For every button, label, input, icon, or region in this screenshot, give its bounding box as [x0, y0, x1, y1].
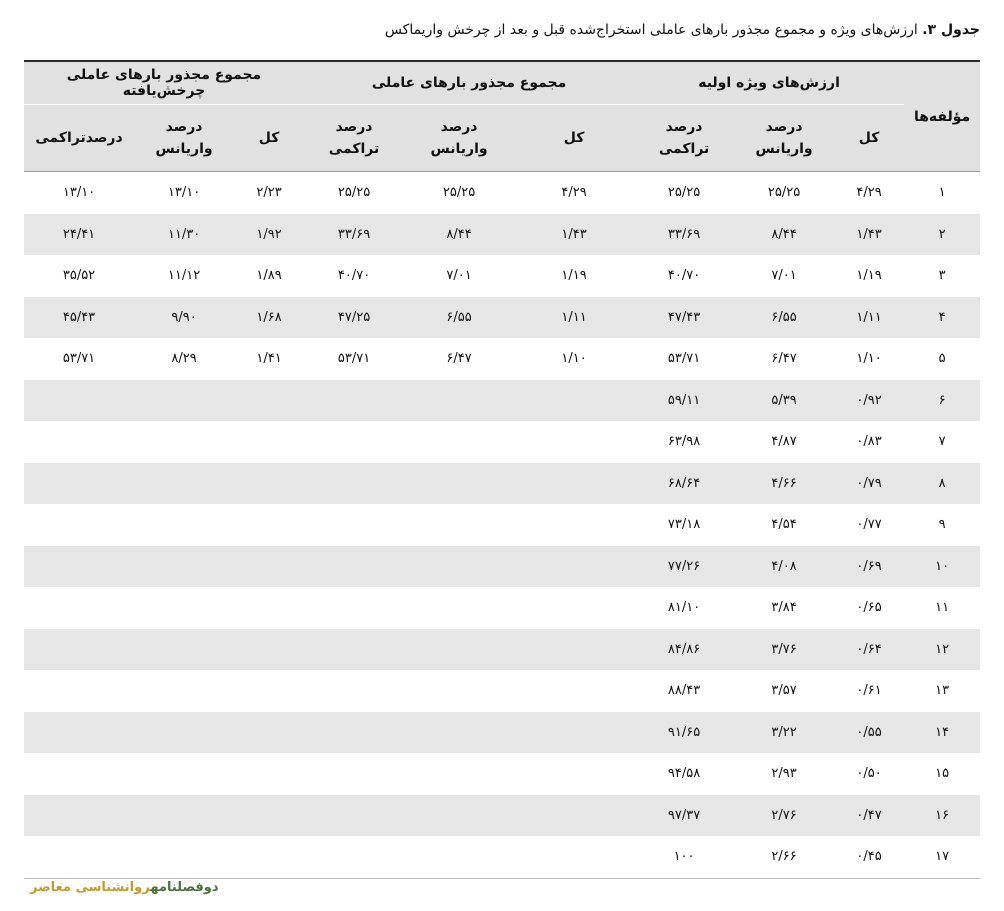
- table-row: [24, 670, 980, 712]
- cell-initial-cumulative: ۸۴/۸۶: [634, 629, 734, 671]
- cell-extraction-variance: [404, 546, 514, 588]
- cell-rotation-variance: ۹/۹۰: [134, 297, 234, 339]
- cell-extraction-cumulative: [304, 504, 404, 546]
- group-header-extraction-sums: مجموع مجذور بارهای عاملی: [304, 61, 634, 105]
- cell-extraction-total: ۱/۱۱: [514, 297, 634, 339]
- table-row: [24, 795, 980, 837]
- cell-initial-variance: ۲/۹۳: [771, 766, 797, 782]
- cell-rotation-total: [234, 546, 304, 588]
- cell-extraction-variance: ۷/۰۱: [446, 268, 472, 284]
- cell-extraction-variance: [404, 795, 514, 837]
- cell-initial-variance: ۲/۷۶: [734, 795, 834, 837]
- cell-initial-variance: ۷/۰۱: [771, 268, 797, 284]
- cell-component: ۸: [904, 463, 980, 505]
- cell-rotation-cumulative: [24, 670, 134, 712]
- cell-rotation-variance: [134, 380, 234, 422]
- subheader-total: کل: [234, 105, 304, 172]
- cell-component: ۲: [904, 214, 980, 256]
- cell-rotation-cumulative: [24, 421, 134, 463]
- cell-rotation-variance: [134, 463, 234, 505]
- cell-extraction-total: [514, 629, 634, 671]
- cell-initial-cumulative: ۲۵/۲۵: [667, 185, 701, 201]
- cell-component: ۱۴: [904, 712, 980, 754]
- cell-extraction-total: ۱/۴۳: [514, 214, 634, 256]
- cell-initial-total: ۰/۷۷: [856, 517, 882, 533]
- cell-initial-cumulative: ۷۳/۱۸: [667, 517, 701, 533]
- cell-extraction-total: [514, 380, 634, 422]
- cell-component: ۷: [938, 434, 946, 450]
- journal-name: روانشناسی معاصر: [30, 880, 151, 895]
- cell-initial-cumulative: ۴۰/۷۰: [667, 268, 701, 284]
- cell-component: ۵: [938, 351, 946, 367]
- cell-extraction-cumulative: ۳۳/۶۹: [304, 214, 404, 256]
- cell-rotation-variance: ۱۱/۳۰: [134, 214, 234, 256]
- cell-initial-total: ۴/۲۹: [856, 185, 882, 201]
- cell-extraction-variance: [404, 753, 514, 795]
- cell-rotation-total: [234, 463, 304, 505]
- cell-rotation-variance: [134, 421, 234, 463]
- subheader-variance-percent: درصد واریانس: [734, 105, 834, 172]
- subheader-total: کل: [514, 105, 634, 172]
- cell-initial-total: ۰/۹۲: [834, 380, 904, 422]
- cell-rotation-variance: [134, 587, 234, 629]
- subheader-total: کل: [834, 105, 904, 172]
- cell-component: ۹: [938, 517, 946, 533]
- cell-initial-variance: ۵/۳۹: [734, 380, 834, 422]
- cell-extraction-total: [514, 753, 634, 795]
- cell-component: ۱۱: [935, 600, 950, 616]
- cell-extraction-variance: [404, 629, 514, 671]
- cell-extraction-cumulative: [304, 629, 404, 671]
- cell-extraction-variance: [404, 504, 514, 546]
- cell-rotation-total: ۱/۴۱: [256, 351, 282, 367]
- cell-rotation-total: [234, 836, 304, 878]
- cell-rotation-total: ۱/۸۹: [256, 268, 282, 284]
- cell-initial-variance: ۴/۵۴: [771, 517, 797, 533]
- cell-rotation-variance: [134, 795, 234, 837]
- cell-extraction-total: [514, 712, 634, 754]
- cell-initial-cumulative: ۳۳/۶۹: [634, 214, 734, 256]
- cell-component: ۱: [938, 185, 946, 201]
- cell-extraction-cumulative: [304, 546, 404, 588]
- cell-initial-cumulative: ۵۹/۱۱: [634, 380, 734, 422]
- subheader-cumulative-percent: درصد تراکمی: [634, 105, 734, 172]
- cell-component: ۱۲: [904, 629, 980, 671]
- cell-initial-variance: ۶/۴۷: [771, 351, 797, 367]
- cell-rotation-total: [234, 587, 304, 629]
- cell-extraction-variance: [404, 421, 514, 463]
- cell-rotation-total: ۱/۹۲: [234, 214, 304, 256]
- cell-component: ۶: [904, 380, 980, 422]
- cell-initial-variance: ۳/۵۷: [771, 683, 797, 699]
- cell-extraction-cumulative: ۵۳/۷۱: [337, 351, 371, 367]
- group-header-initial-eigenvalues: ارزش‌های ویژه اولیه: [634, 61, 904, 105]
- cell-rotation-total: ۱/۶۸: [234, 297, 304, 339]
- table-row: [24, 504, 980, 546]
- cell-rotation-cumulative: [24, 463, 134, 505]
- cell-component: ۱۳: [935, 683, 950, 699]
- cell-initial-total: ۰/۶۴: [834, 629, 904, 671]
- cell-extraction-cumulative: [304, 421, 404, 463]
- cell-rotation-cumulative: ۳۵/۵۲: [62, 268, 96, 284]
- cell-rotation-total: [234, 629, 304, 671]
- cell-rotation-cumulative: [24, 629, 134, 671]
- subheader-variance-percent: درصد واریانس: [404, 105, 514, 172]
- caption-label: جدول ۳.: [922, 22, 980, 38]
- cell-component: ۱۷: [904, 836, 980, 878]
- cell-extraction-cumulative: [304, 670, 404, 712]
- cell-rotation-variance: [134, 546, 234, 588]
- cell-initial-variance: ۲/۶۶: [734, 836, 834, 878]
- cell-initial-variance: ۲۵/۲۵: [767, 185, 801, 201]
- cell-extraction-total: ۱/۱۹: [561, 268, 587, 284]
- subheader-cumulative-percent: درصد تراکمی: [304, 105, 404, 172]
- cell-initial-total: ۰/۸۳: [856, 434, 882, 450]
- cell-extraction-total: [514, 836, 634, 878]
- table-row: [24, 587, 980, 629]
- cell-initial-cumulative: ۸۱/۱۰: [667, 600, 701, 616]
- cell-rotation-total: [234, 421, 304, 463]
- cell-extraction-cumulative: ۲۵/۲۵: [337, 185, 371, 201]
- cell-extraction-cumulative: [304, 380, 404, 422]
- cell-extraction-total: [514, 504, 634, 546]
- cell-extraction-cumulative: ۴۷/۲۵: [304, 297, 404, 339]
- subheader-cumulative-percent: درصدتراکمی: [24, 105, 134, 172]
- cell-rotation-total: [234, 753, 304, 795]
- cell-rotation-total: ۲/۲۳: [256, 185, 282, 201]
- cell-rotation-cumulative: [24, 546, 134, 588]
- cell-initial-total: ۰/۵۵: [834, 712, 904, 754]
- cell-component: ۳: [938, 268, 946, 284]
- cell-extraction-cumulative: [304, 795, 404, 837]
- cell-rotation-cumulative: ۵۳/۷۱: [62, 351, 96, 367]
- cell-rotation-cumulative: [24, 504, 134, 546]
- cell-rotation-total: [234, 712, 304, 754]
- cell-initial-total: ۰/۶۱: [856, 683, 882, 699]
- cell-rotation-variance: [134, 712, 234, 754]
- table-row: [24, 255, 980, 297]
- cell-initial-total: ۱/۴۳: [834, 214, 904, 256]
- cell-initial-total: ۱/۱۹: [856, 268, 882, 284]
- cell-initial-cumulative: ۱۰۰: [634, 836, 734, 878]
- cell-extraction-variance: ۸/۴۴: [404, 214, 514, 256]
- cell-component: ۱۵: [935, 766, 950, 782]
- cell-extraction-variance: ۲۵/۲۵: [442, 185, 476, 201]
- cell-rotation-total: [234, 795, 304, 837]
- cell-rotation-variance: [134, 670, 234, 712]
- cell-rotation-variance: [134, 753, 234, 795]
- cell-rotation-cumulative: ۴۵/۴۳: [24, 297, 134, 339]
- cell-initial-cumulative: ۹۷/۳۷: [634, 795, 734, 837]
- cell-initial-variance: ۴/۶۶: [734, 463, 834, 505]
- cell-extraction-cumulative: [304, 587, 404, 629]
- cell-extraction-variance: ۶/۵۵: [404, 297, 514, 339]
- cell-extraction-variance: [404, 836, 514, 878]
- cell-extraction-cumulative: [304, 712, 404, 754]
- cell-initial-variance: ۴/۸۷: [771, 434, 797, 450]
- group-header-rotation-sums: مجموع مجذور بارهای عاملی چرخش‌یافته: [24, 61, 304, 105]
- cell-initial-cumulative: ۷۷/۲۶: [634, 546, 734, 588]
- caption-text: ارزش‌های ویژه و مجموع مجذور بارهای عاملی استخراج‌شده قبل و بعد از چرخش واریماکس: [384, 22, 918, 38]
- cell-initial-cumulative: ۴۷/۴۳: [634, 297, 734, 339]
- cell-rotation-variance: ۱۱/۱۲: [167, 268, 201, 284]
- cell-rotation-cumulative: [24, 587, 134, 629]
- component-header: مؤلفه‌ها: [904, 61, 980, 172]
- cell-extraction-total: [514, 795, 634, 837]
- cell-rotation-total: [234, 380, 304, 422]
- cell-initial-total: ۰/۴۵: [834, 836, 904, 878]
- cell-initial-variance: ۳/۷۶: [734, 629, 834, 671]
- table-row: [24, 753, 980, 795]
- cell-initial-cumulative: ۵۳/۷۱: [667, 351, 701, 367]
- cell-initial-cumulative: ۹۱/۶۵: [634, 712, 734, 754]
- table-row: [24, 463, 980, 505]
- cell-extraction-total: [514, 546, 634, 588]
- cell-extraction-cumulative: ۴۰/۷۰: [337, 268, 371, 284]
- cell-component: ۴: [904, 297, 980, 339]
- cell-initial-cumulative: ۶۸/۶۴: [634, 463, 734, 505]
- cell-extraction-variance: [404, 670, 514, 712]
- table-row: [24, 172, 980, 214]
- cell-initial-variance: ۶/۵۵: [734, 297, 834, 339]
- cell-extraction-cumulative: [304, 463, 404, 505]
- cell-rotation-cumulative: [24, 836, 134, 878]
- cell-rotation-variance: [134, 504, 234, 546]
- cell-extraction-variance: [404, 463, 514, 505]
- table-row: [24, 214, 980, 256]
- cell-initial-total: ۰/۵۰: [856, 766, 882, 782]
- cell-initial-cumulative: ۶۳/۹۸: [667, 434, 701, 450]
- cell-extraction-total: [514, 587, 634, 629]
- cell-extraction-variance: [404, 380, 514, 422]
- cell-initial-variance: ۳/۸۴: [771, 600, 797, 616]
- table-row: [24, 338, 980, 380]
- cell-rotation-cumulative: [24, 795, 134, 837]
- cell-rotation-variance: ۸/۲۹: [171, 351, 197, 367]
- cell-rotation-variance: [134, 836, 234, 878]
- cell-rotation-total: [234, 670, 304, 712]
- eigenvalues-table: [24, 60, 980, 879]
- cell-rotation-cumulative: ۲۴/۴۱: [24, 214, 134, 256]
- table-row: [24, 546, 980, 588]
- cell-initial-total: ۰/۶۹: [834, 546, 904, 588]
- cell-rotation-cumulative: [24, 380, 134, 422]
- subheader-variance-percent: درصد واریانس: [134, 105, 234, 172]
- cell-rotation-variance: ۱۳/۱۰: [167, 185, 201, 201]
- cell-extraction-cumulative: [304, 836, 404, 878]
- cell-rotation-total: [234, 504, 304, 546]
- cell-extraction-total: [514, 421, 634, 463]
- cell-initial-variance: ۴/۰۸: [734, 546, 834, 588]
- cell-initial-total: ۰/۴۷: [834, 795, 904, 837]
- table-row: [24, 836, 980, 878]
- cell-initial-total: ۰/۶۵: [856, 600, 882, 616]
- table-row: [24, 297, 980, 339]
- table-row: [24, 421, 980, 463]
- table-row: [24, 712, 980, 754]
- cell-extraction-total: ۴/۲۹: [561, 185, 587, 201]
- cell-component: ۱۰: [904, 546, 980, 588]
- cell-initial-total: ۰/۷۹: [834, 463, 904, 505]
- cell-initial-total: ۱/۱۱: [834, 297, 904, 339]
- cell-component: ۱۶: [904, 795, 980, 837]
- table-row: [24, 629, 980, 671]
- cell-initial-total: ۱/۱۰: [856, 351, 882, 367]
- cell-initial-variance: ۸/۴۴: [734, 214, 834, 256]
- cell-extraction-total: [514, 670, 634, 712]
- cell-rotation-cumulative: ۱۳/۱۰: [62, 185, 96, 201]
- cell-initial-cumulative: ۹۴/۵۸: [667, 766, 701, 782]
- cell-extraction-total: ۱/۱۰: [561, 351, 587, 367]
- cell-extraction-variance: [404, 587, 514, 629]
- cell-initial-cumulative: ۸۸/۴۳: [667, 683, 701, 699]
- table-caption: [385, 22, 980, 38]
- cell-rotation-cumulative: [24, 753, 134, 795]
- table-row: [24, 380, 980, 422]
- cell-rotation-variance: [134, 629, 234, 671]
- cell-extraction-variance: ۶/۴۷: [446, 351, 472, 367]
- cell-extraction-variance: [404, 712, 514, 754]
- journal-word: دوفصلنامه: [150, 880, 219, 895]
- cell-initial-variance: ۳/۲۲: [734, 712, 834, 754]
- cell-extraction-cumulative: [304, 753, 404, 795]
- journal-footer: [30, 880, 219, 895]
- table-body: [24, 172, 980, 879]
- cell-rotation-cumulative: [24, 712, 134, 754]
- cell-extraction-total: [514, 463, 634, 505]
